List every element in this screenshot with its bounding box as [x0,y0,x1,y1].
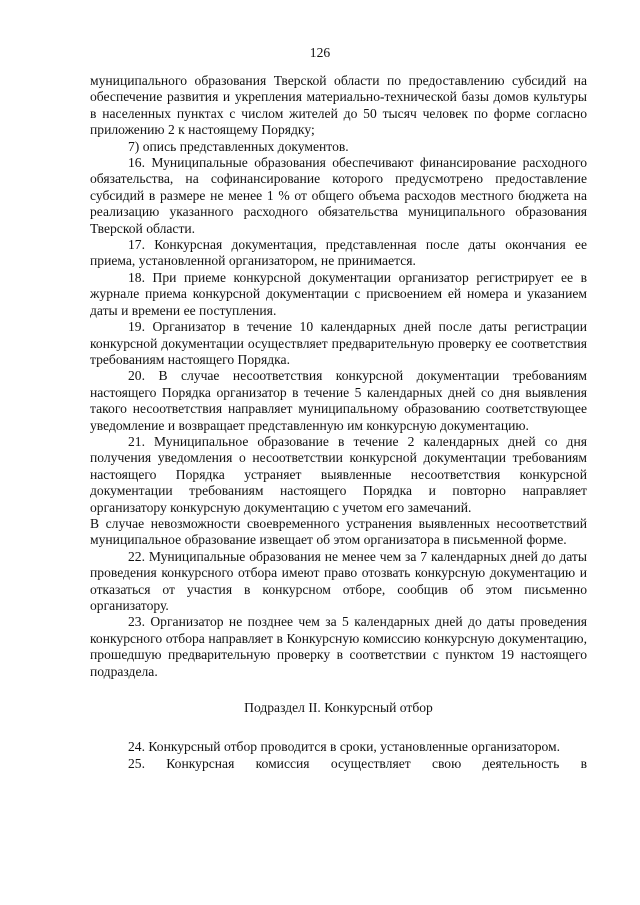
paragraph-22: 22. Муниципальные образования не менее чем за 7 календарных дней до даты проведения конкурсного отбора имеют право отозвать конкурсную документацию и отказаться от участия в конкурсном отборе, сообщив об этом письменно организатору. [90,548,587,613]
page-number: 126 [309,45,331,60]
paragraph-18: 18. При приеме конкурсной документации организатор регистрирует ее в журнале приема конкурсной документации с присвоением ей номера и указанием даты и времени ее поступления. [90,269,587,318]
paragraph-21-continuation: В случае невозможности своевременного устранения выявленных несоответствий муниципальное образование извещает об этом организатора в письменной форме. [90,515,587,548]
paragraph-17: 17. Конкурсная документация, представленная после даты окончания ее приема, установленной организатором, не принимается. [90,237,587,269]
paragraph-20: 20. В случае несоответствия конкурсной документации требованиям настоящего Порядка организатор в течение 5 календарных дней со дня выявления такого несоответствия направляет муниципальному образованию соответствующее уведомление и возвращает представленную им конкурсную документацию. [90,368,587,433]
paragraph-25: 25. Конкурсная комиссия осуществляет свою деятельность в [128,755,587,771]
paragraph-continuation: муниципального образования Тверской области по предоставлению субсидий на обеспечение развития и укрепления материально-технической базы домов культуры в населенных пунктах с числом жителей до 50 тысяч человек по форме согласно приложению 2 к настоящему Порядку; [90,73,587,138]
paragraph-16: 16. Муниципальные образования обеспечивают финансирование расходного обязательства, на софинансирование которого предусмотрено предоставление субсидий в размере не менее 1 % от общего объема расходов местного бюджета на реализацию указанного расходного обязательства муниципального образования Тверской области. [90,155,587,236]
paragraph-23: 23. Организатор не позднее чем за 5 календарных дней до даты проведения конкурсного отбора направляет в Конкурсную комиссию конкурсную документацию, прошедшую предварительную проверку в соответствии с пунктом 19 настоящего подраздела. [90,614,587,679]
paragraph-21: 21. Муниципальное образование в течение 2 календарных дней со дня получения уведомления о несоответствии конкурсной документации требованиям настоящего Порядка устраняет выявленные несоответствия конкурсной документации требованиям настоящего Порядка и повторно направляет организатору конкурсную документацию с учетом его замечаний. [90,433,587,515]
paragraph-19: 19. Организатор в течение 10 календарных дней после даты регистрации конкурсной документации осуществляет предварительную проверку ее соответствия требованиям настоящего Порядка. [90,319,587,367]
document-body [90,73,587,772]
paragraph-24: 24. Конкурсный отбор проводится в сроки, установленные организатором. [128,739,561,755]
paragraph-item-7: 7) опись представленных документов. [128,138,349,154]
subsection-heading: Подраздел II. Конкурсный отбор [244,700,433,716]
